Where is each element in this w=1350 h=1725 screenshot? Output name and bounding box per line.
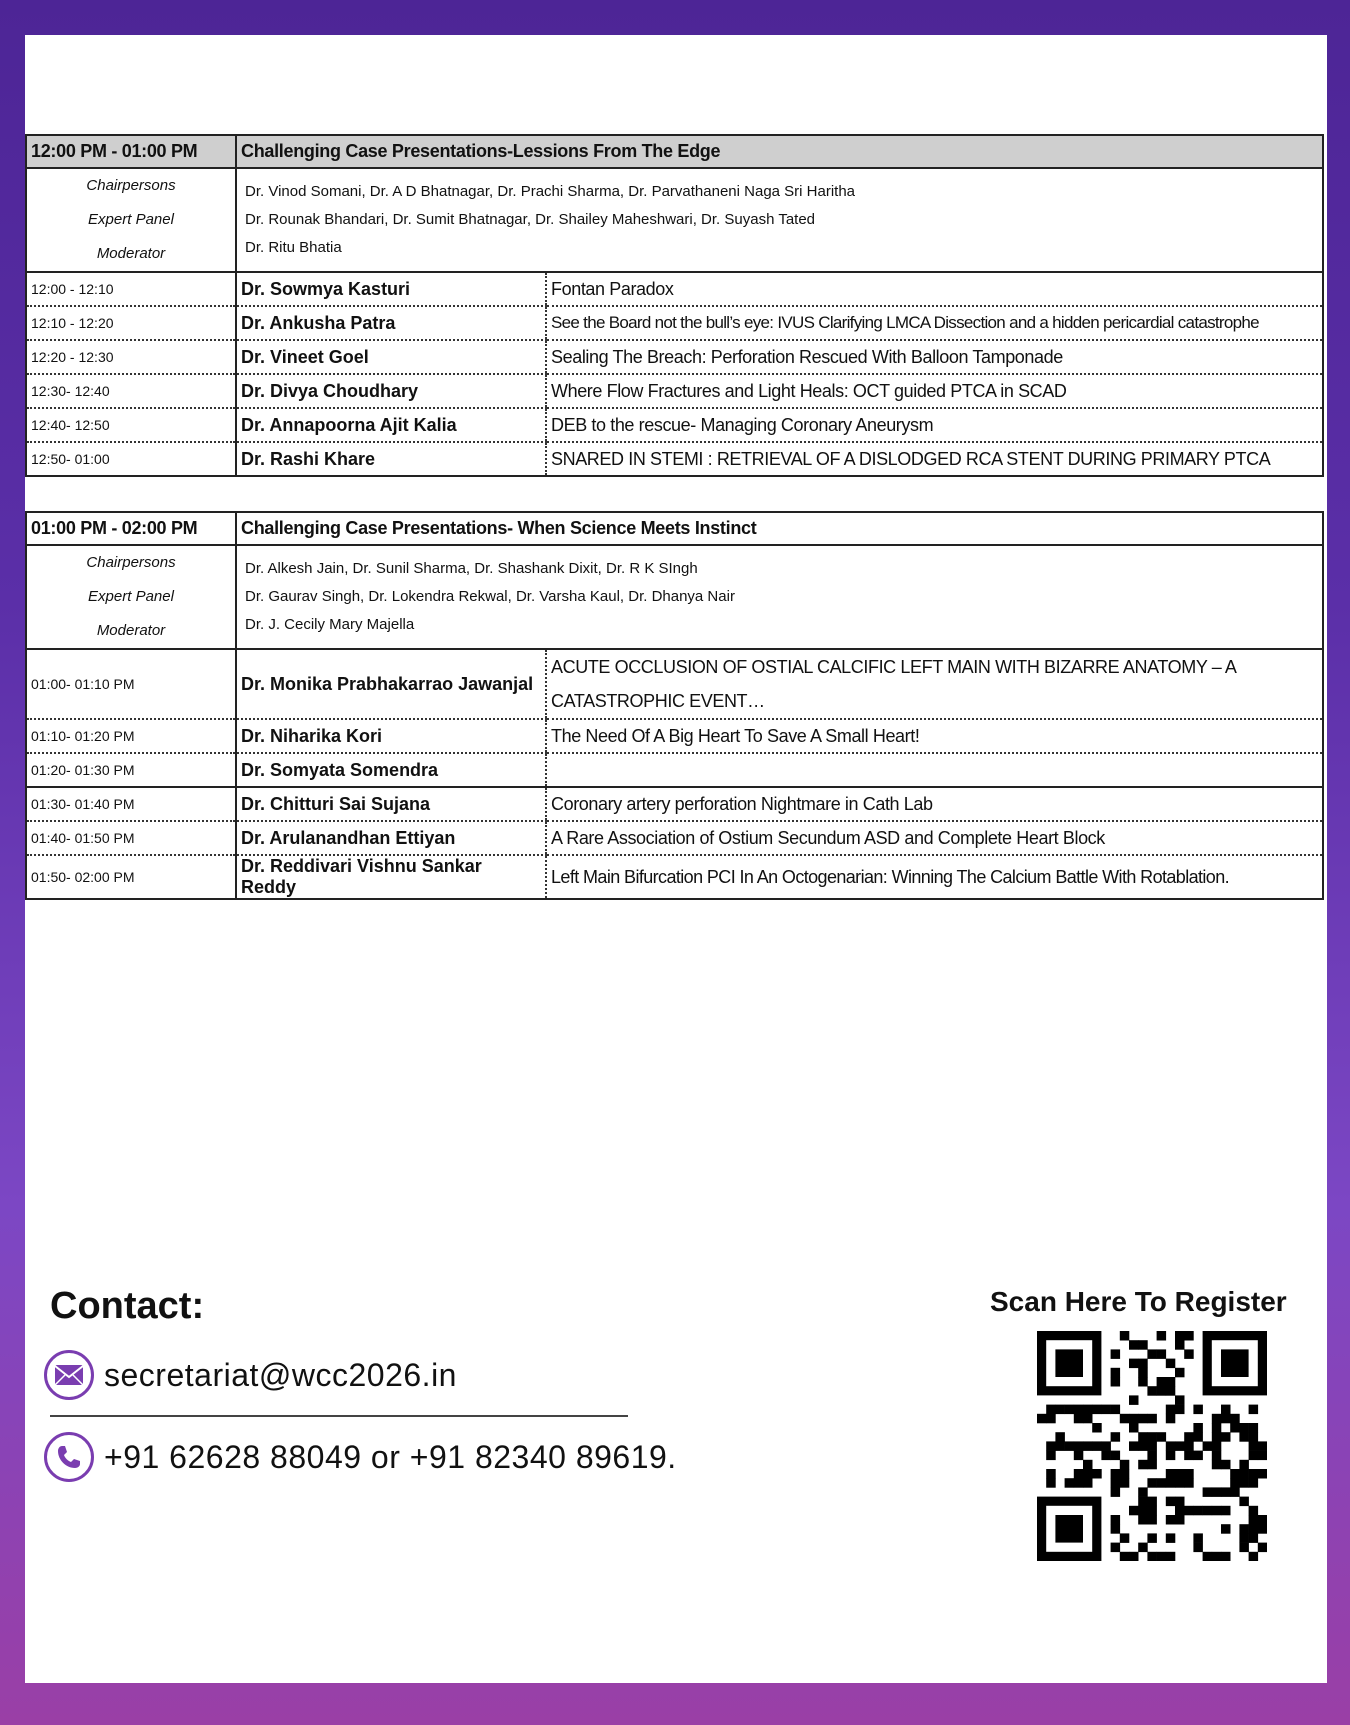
session-roles bbox=[26, 545, 1323, 649]
talk-time: 01:50- 02:00 PM bbox=[26, 855, 236, 899]
talk-topic: SNARED IN STEMI : RETRIEVAL OF A DISLODGED RCA STENT DURING PRIMARY PTCA bbox=[546, 442, 1323, 476]
chairpersons-names: Dr. Vinod Somani, Dr. A D Bhatnagar, Dr. Prachi Sharma, Dr. Parvathaneni Naga Sri Haritha bbox=[245, 183, 856, 200]
talk-topic: Sealing The Breach: Perforation Rescued With Balloon Tamponade bbox=[546, 340, 1323, 374]
talk-row bbox=[26, 719, 1323, 753]
contact-email[interactable]: secretariat@wcc2026.in bbox=[104, 1356, 457, 1393]
session-2 bbox=[25, 511, 1324, 900]
talk-time: 01:00- 01:10 PM bbox=[26, 649, 236, 719]
role-label-expert-panel: Expert Panel bbox=[88, 211, 174, 228]
talk-topic: Fontan Paradox bbox=[546, 272, 1323, 306]
session-2-table bbox=[25, 511, 1324, 900]
talk-row bbox=[26, 374, 1323, 408]
talk-row bbox=[26, 408, 1323, 442]
phone-icon bbox=[44, 1432, 94, 1482]
talk-time: 01:30- 01:40 PM bbox=[26, 787, 236, 821]
contact-title: Contact: bbox=[50, 1285, 205, 1327]
session-time: 12:00 PM - 01:00 PM bbox=[26, 135, 236, 168]
qr-code-icon[interactable] bbox=[1037, 1331, 1267, 1561]
talk-row bbox=[26, 649, 1323, 719]
session-title: Challenging Case Presentations- When Science Meets Instinct bbox=[236, 512, 1323, 545]
talk-topic: See the Board not the bull’s eye: IVUS Clarifying LMCA Dissection and a hidden pericardial catastrophe bbox=[546, 306, 1323, 340]
moderator-name: Dr. J. Cecily Mary Majella bbox=[245, 616, 415, 633]
talk-topic: Coronary artery perforation Nightmare in Cath Lab bbox=[546, 787, 1323, 821]
contact-divider bbox=[50, 1415, 628, 1417]
talk-topic: A Rare Association of Ostium Secundum ASD and Complete Heart Block bbox=[546, 821, 1323, 855]
chairpersons-names: Dr. Alkesh Jain, Dr. Sunil Sharma, Dr. Shashank Dixit, Dr. R K SIngh bbox=[245, 560, 698, 577]
talk-time: 01:20- 01:30 PM bbox=[26, 753, 236, 787]
talk-speaker: Dr. Reddivari Vishnu Sankar Reddy bbox=[236, 855, 546, 899]
talk-topic bbox=[546, 753, 1323, 787]
session-1-table bbox=[25, 134, 1324, 477]
role-label-moderator: Moderator bbox=[96, 622, 166, 639]
role-label-moderator: Moderator bbox=[96, 245, 166, 262]
talk-topic: The Need Of A Big Heart To Save A Small Heart! bbox=[546, 719, 1323, 753]
contact-phone[interactable]: +91 62628 88049 or +91 82340 89619. bbox=[104, 1438, 677, 1475]
talk-time: 12:50- 01:00 bbox=[26, 442, 236, 476]
role-label-chairpersons: Chairpersons bbox=[86, 554, 176, 571]
contact-email-row[interactable] bbox=[44, 1350, 457, 1400]
role-label-chairpersons: Chairpersons bbox=[86, 177, 176, 194]
talk-speaker: Dr. Annapoorna Ajit Kalia bbox=[236, 408, 546, 442]
expert-panel-names: Dr. Gaurav Singh, Dr. Lokendra Rekwal, Dr. Varsha Kaul, Dr. Dhanya Nair bbox=[245, 588, 735, 605]
session-1 bbox=[25, 134, 1324, 477]
expert-panel-names: Dr. Rounak Bhandari, Dr. Sumit Bhatnagar, Dr. Shailey Maheshwari, Dr. Suyash Tated bbox=[245, 211, 816, 228]
talk-speaker: Dr. Monika Prabhakarrao Jawanjal bbox=[236, 649, 546, 719]
talk-speaker: Dr. Divya Choudhary bbox=[236, 374, 546, 408]
talk-row bbox=[26, 753, 1323, 787]
talk-time: 12:10 - 12:20 bbox=[26, 306, 236, 340]
mail-icon bbox=[44, 1350, 94, 1400]
talk-row bbox=[26, 442, 1323, 476]
talk-speaker: Dr. Niharika Kori bbox=[236, 719, 546, 753]
session-header bbox=[26, 135, 1323, 168]
talk-topic: Where Flow Fractures and Light Heals: OCT guided PTCA in SCAD bbox=[546, 374, 1323, 408]
register-title: Scan Here To Register bbox=[990, 1286, 1287, 1317]
talk-row bbox=[26, 821, 1323, 855]
talk-topic: Left Main Bifurcation PCI In An Octogenarian: Winning The Calcium Battle With Rotablation. bbox=[546, 855, 1323, 899]
role-label-expert-panel: Expert Panel bbox=[88, 588, 174, 605]
contact-phone-row[interactable] bbox=[44, 1432, 677, 1482]
talk-time: 01:10- 01:20 PM bbox=[26, 719, 236, 753]
talk-topic: ACUTE OCCLUSION OF OSTIAL CALCIFIC LEFT MAIN WITH BIZARRE ANATOMY – A CATASTROPHIC EVENT… bbox=[546, 649, 1323, 719]
talk-row bbox=[26, 787, 1323, 821]
talk-speaker: Dr. Rashi Khare bbox=[236, 442, 546, 476]
talk-speaker: Dr. Vineet Goel bbox=[236, 340, 546, 374]
qr-code-graphic bbox=[1037, 1331, 1267, 1561]
talk-time: 12:20 - 12:30 bbox=[26, 340, 236, 374]
talk-row bbox=[26, 306, 1323, 340]
talk-speaker: Dr. Chitturi Sai Sujana bbox=[236, 787, 546, 821]
talk-row bbox=[26, 272, 1323, 306]
session-title: Challenging Case Presentations-Lessions From The Edge bbox=[236, 135, 1323, 168]
talk-time: 12:30- 12:40 bbox=[26, 374, 236, 408]
talk-speaker: Dr. Sowmya Kasturi bbox=[236, 272, 546, 306]
talk-speaker: Dr. Somyata Somendra bbox=[236, 753, 546, 787]
talk-time: 01:40- 01:50 PM bbox=[26, 821, 236, 855]
talk-row bbox=[26, 340, 1323, 374]
talk-time: 12:00 - 12:10 bbox=[26, 272, 236, 306]
session-header bbox=[26, 512, 1323, 545]
talk-topic: DEB to the rescue- Managing Coronary Aneurysm bbox=[546, 408, 1323, 442]
session-time: 01:00 PM - 02:00 PM bbox=[26, 512, 236, 545]
moderator-name: Dr. Ritu Bhatia bbox=[245, 239, 342, 256]
talk-speaker: Dr. Arulanandhan Ettiyan bbox=[236, 821, 546, 855]
session-roles bbox=[26, 168, 1323, 272]
talk-row bbox=[26, 855, 1323, 899]
talk-time: 12:40- 12:50 bbox=[26, 408, 236, 442]
talk-speaker: Dr. Ankusha Patra bbox=[236, 306, 546, 340]
